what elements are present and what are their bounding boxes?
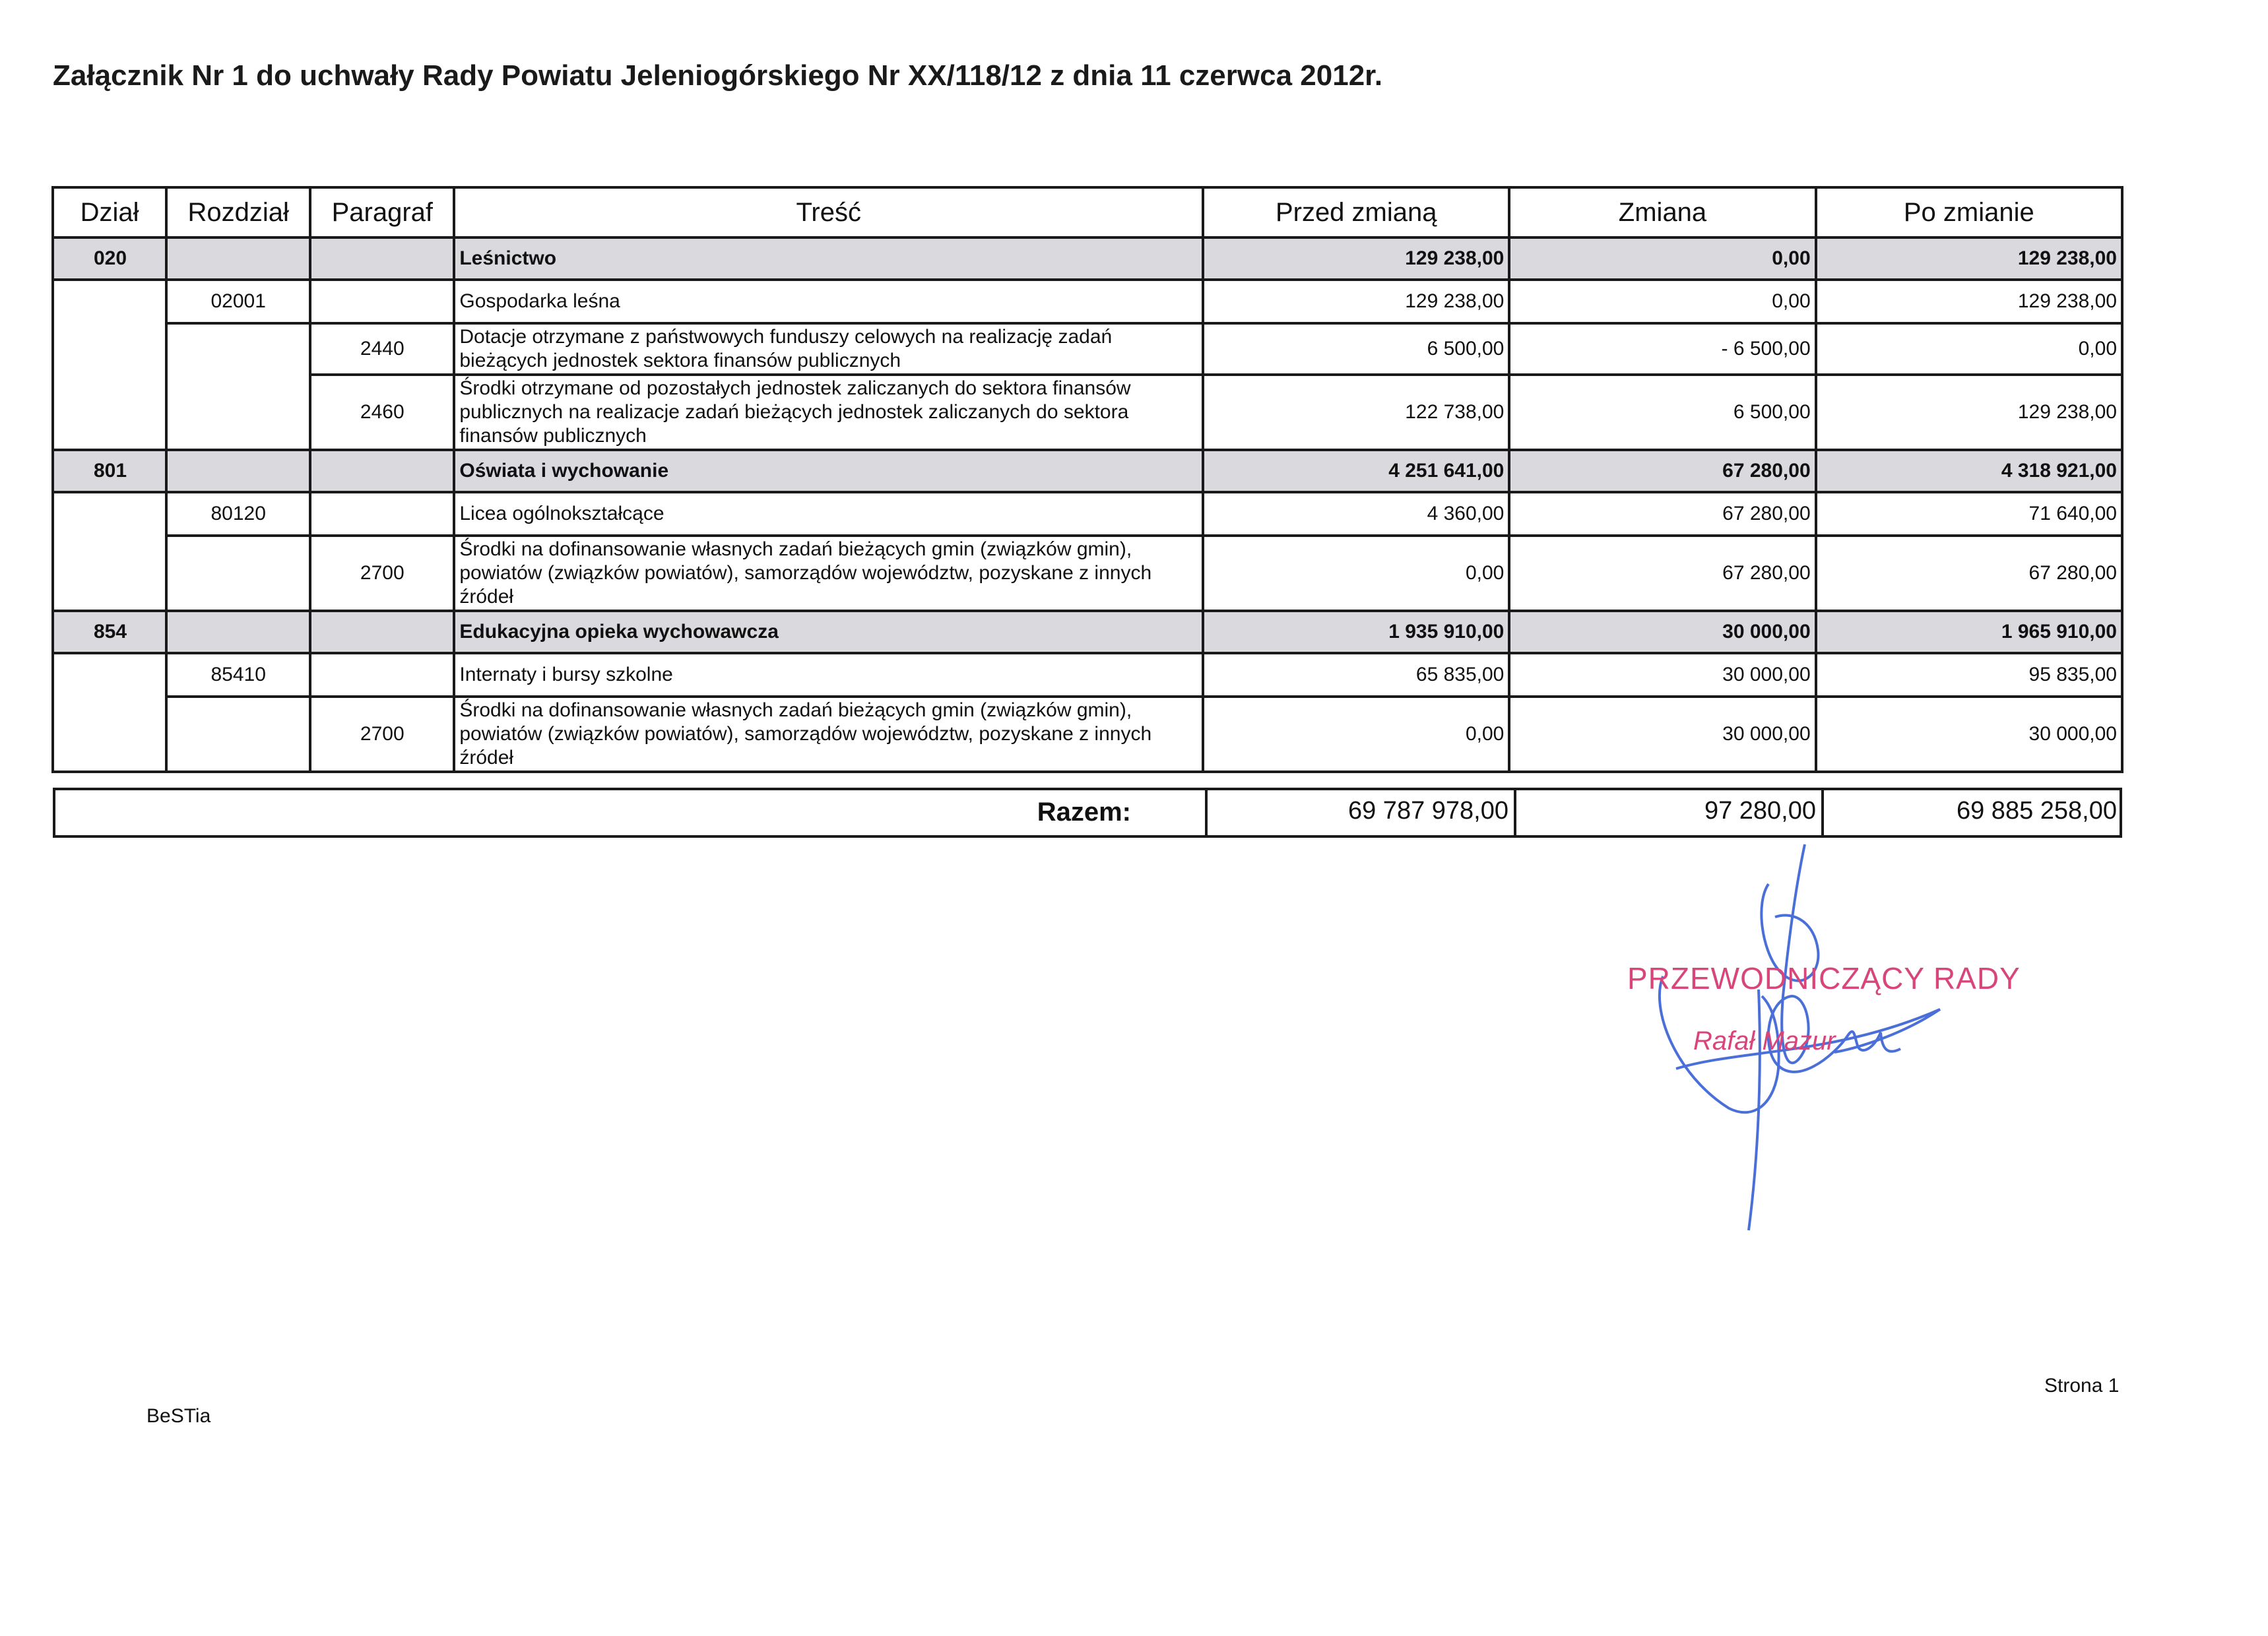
cell-zmiana: 0,00 bbox=[1509, 280, 1815, 323]
cell-zmiana: 0,00 bbox=[1509, 237, 1815, 280]
header-paragraf: Paragraf bbox=[310, 187, 454, 237]
cell-zmiana: 30 000,00 bbox=[1509, 611, 1815, 653]
table-row bbox=[53, 280, 2122, 323]
cell-rozdzial bbox=[166, 450, 310, 492]
stamp-name: Rafał Mazur bbox=[1693, 1026, 1836, 1055]
table-header-row bbox=[53, 187, 2122, 237]
cell-dzial: 854 bbox=[53, 611, 166, 653]
cell-dzial: 801 bbox=[53, 450, 166, 492]
cell-tresc: Licea ogólnokształcące bbox=[454, 492, 1203, 536]
cell-po: 71 640,00 bbox=[1816, 492, 2122, 536]
cell-po: 30 000,00 bbox=[1816, 697, 2122, 772]
cell-przed: 4 360,00 bbox=[1203, 492, 1509, 536]
cell-przed: 129 238,00 bbox=[1203, 237, 1509, 280]
cell-paragraf: 2700 bbox=[310, 536, 454, 611]
cell-tresc: Środki na dofinansowanie własnych zadań bieżących gmin (związków gmin), powiatów (związków powiatów), samorządów województw, pozyskane z innych źródeł bbox=[454, 697, 1203, 772]
stamp-title: PRZEWODNICZĄCY RADY bbox=[1627, 961, 2021, 995]
cell-paragraf bbox=[310, 492, 454, 536]
cell-rozdzial bbox=[166, 323, 310, 450]
cell-tresc: Edukacyjna opieka wychowawcza bbox=[454, 611, 1203, 653]
cell-rozdzial: 85410 bbox=[166, 653, 310, 697]
header-tresc: Treść bbox=[454, 187, 1203, 237]
cell-przed: 4 251 641,00 bbox=[1203, 450, 1509, 492]
cell-dzial: 020 bbox=[53, 237, 166, 280]
cell-zmiana: 30 000,00 bbox=[1509, 697, 1815, 772]
cell-paragraf: 2460 bbox=[310, 375, 454, 450]
cell-zmiana: 67 280,00 bbox=[1509, 536, 1815, 611]
table-row bbox=[53, 653, 2122, 697]
footer-software: BeSTia bbox=[146, 1405, 211, 1427]
document-title: Załącznik Nr 1 do uchwały Rady Powiatu Jeleniogórskiego Nr XX/118/12 z dnia 11 czerwca 2012r. bbox=[53, 59, 1383, 92]
header-rozdzial: Rozdział bbox=[166, 187, 310, 237]
cell-po: 0,00 bbox=[1816, 323, 2122, 375]
budget-table bbox=[51, 186, 2123, 773]
total-przed: 69 787 978,00 bbox=[1205, 790, 1514, 835]
header-dzial: Dział bbox=[53, 187, 166, 237]
table-row bbox=[53, 375, 2122, 450]
cell-dzial bbox=[53, 280, 166, 450]
total-label: Razem: bbox=[1037, 798, 1131, 827]
cell-paragraf bbox=[310, 237, 454, 280]
cell-paragraf bbox=[310, 611, 454, 653]
cell-przed: 129 238,00 bbox=[1203, 280, 1509, 323]
cell-zmiana: - 6 500,00 bbox=[1509, 323, 1815, 375]
cell-zmiana: 67 280,00 bbox=[1509, 492, 1815, 536]
cell-rozdzial bbox=[166, 697, 310, 772]
cell-rozdzial: 02001 bbox=[166, 280, 310, 323]
cell-tresc: Leśnictwo bbox=[454, 237, 1203, 280]
cell-przed: 1 935 910,00 bbox=[1203, 611, 1509, 653]
cell-tresc: Dotacje otrzymane z państwowych funduszy celowych na realizację zadań bieżących jednostek sektora finansów publicznych bbox=[454, 323, 1203, 375]
table-row bbox=[53, 697, 2122, 772]
total-row bbox=[53, 788, 2122, 838]
cell-rozdzial: 80120 bbox=[166, 492, 310, 536]
cell-przed: 0,00 bbox=[1203, 697, 1509, 772]
cell-paragraf: 2700 bbox=[310, 697, 454, 772]
cell-tresc: Środki otrzymane od pozostałych jednostek zaliczanych do sektora finansów publicznych na realizacje zadań bieżących jednostek zaliczanych do sektora finansów publicznych bbox=[454, 375, 1203, 450]
cell-po: 67 280,00 bbox=[1816, 536, 2122, 611]
cell-zmiana: 6 500,00 bbox=[1509, 375, 1815, 450]
cell-po: 95 835,00 bbox=[1816, 653, 2122, 697]
cell-przed: 65 835,00 bbox=[1203, 653, 1509, 697]
cell-po: 129 238,00 bbox=[1816, 280, 2122, 323]
cell-po: 129 238,00 bbox=[1816, 375, 2122, 450]
cell-tresc: Internaty i bursy szkolne bbox=[454, 653, 1203, 697]
cell-paragraf bbox=[310, 450, 454, 492]
cell-po: 1 965 910,00 bbox=[1816, 611, 2122, 653]
cell-zmiana: 30 000,00 bbox=[1509, 653, 1815, 697]
table-row bbox=[53, 492, 2122, 536]
cell-dzial bbox=[53, 653, 166, 772]
header-zmiana: Zmiana bbox=[1509, 187, 1815, 237]
table-row bbox=[53, 450, 2122, 492]
cell-przed: 122 738,00 bbox=[1203, 375, 1509, 450]
cell-przed: 0,00 bbox=[1203, 536, 1509, 611]
cell-rozdzial bbox=[166, 611, 310, 653]
table-row bbox=[53, 237, 2122, 280]
cell-dzial bbox=[53, 492, 166, 611]
cell-po: 129 238,00 bbox=[1816, 237, 2122, 280]
cell-zmiana: 67 280,00 bbox=[1509, 450, 1815, 492]
cell-tresc: Środki na dofinansowanie własnych zadań bieżących gmin (związków gmin), powiatów (związków powiatów), samorządów województw, pozyskane z innych źródeł bbox=[454, 536, 1203, 611]
total-po: 69 885 258,00 bbox=[1821, 790, 2122, 835]
table-row bbox=[53, 323, 2122, 375]
table-row bbox=[53, 536, 2122, 611]
cell-tresc: Gospodarka leśna bbox=[454, 280, 1203, 323]
cell-paragraf bbox=[310, 653, 454, 697]
cell-tresc: Oświata i wychowanie bbox=[454, 450, 1203, 492]
cell-po: 4 318 921,00 bbox=[1816, 450, 2122, 492]
cell-przed: 6 500,00 bbox=[1203, 323, 1509, 375]
header-przed-zmiana: Przed zmianą bbox=[1203, 187, 1509, 237]
header-po-zmianie: Po zmianie bbox=[1816, 187, 2122, 237]
cell-paragraf bbox=[310, 280, 454, 323]
cell-paragraf: 2440 bbox=[310, 323, 454, 375]
table-row bbox=[53, 611, 2122, 653]
cell-rozdzial bbox=[166, 536, 310, 611]
cell-rozdzial bbox=[166, 237, 310, 280]
total-zmiana: 97 280,00 bbox=[1514, 790, 1821, 835]
page-number: Strona 1 bbox=[2044, 1375, 2120, 1397]
